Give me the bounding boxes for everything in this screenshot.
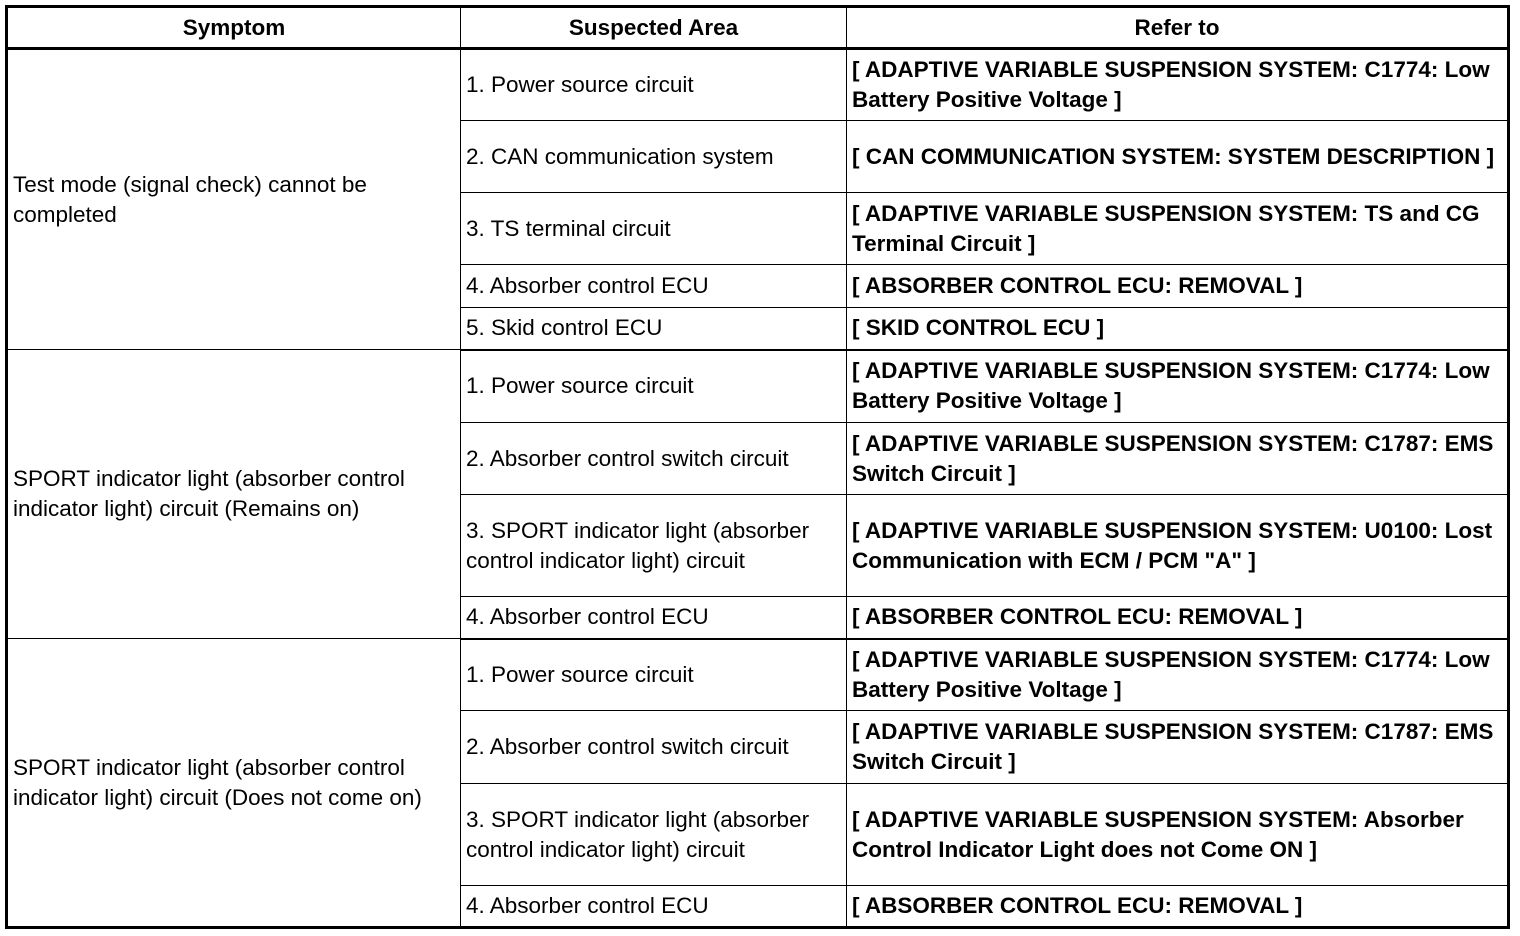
- suspected-area-cell: 2. Absorber control switch circuit: [461, 423, 847, 495]
- suspected-area-cell: 3. SPORT indicator light (absorber control indicator light) circuit: [461, 495, 847, 597]
- refer-to-link[interactable]: [ CAN COMMUNICATION SYSTEM: SYSTEM DESCRIPTION ]: [847, 121, 1509, 193]
- suspected-area-cell: 2. CAN communication system: [461, 121, 847, 193]
- refer-to-link[interactable]: [ ABSORBER CONTROL ECU: REMOVAL ]: [847, 597, 1509, 639]
- suspected-area-cell: 5. Skid control ECU: [461, 308, 847, 350]
- suspected-area-cell: 4. Absorber control ECU: [461, 597, 847, 639]
- table-body: [7, 49, 1509, 928]
- suspected-area-cell: 3. SPORT indicator light (absorber control indicator light) circuit: [461, 784, 847, 886]
- refer-to-link[interactable]: [ ABSORBER CONTROL ECU: REMOVAL ]: [847, 886, 1509, 928]
- suspected-area-cell: 3. TS terminal circuit: [461, 193, 847, 265]
- symptom-table: [5, 5, 1510, 929]
- header-refer-to: Refer to: [847, 7, 1509, 49]
- suspected-area-cell: 2. Absorber control switch circuit: [461, 711, 847, 784]
- refer-to-link[interactable]: [ ADAPTIVE VARIABLE SUSPENSION SYSTEM: C1787: EMS Switch Circuit ]: [847, 423, 1509, 495]
- symptom-cell: Test mode (signal check) cannot be completed: [7, 49, 461, 350]
- table-row: [7, 639, 1509, 711]
- suspected-area-cell: 4. Absorber control ECU: [461, 886, 847, 928]
- refer-to-link[interactable]: [ ADAPTIVE VARIABLE SUSPENSION SYSTEM: U0100: Lost Communication with ECM / PCM "A" ]: [847, 495, 1509, 597]
- header-symptom: Symptom: [7, 7, 461, 49]
- table-row: [7, 49, 1509, 121]
- table-row: [7, 350, 1509, 423]
- symptom-cell: SPORT indicator light (absorber control indicator light) circuit (Does not come on): [7, 639, 461, 928]
- refer-to-link[interactable]: [ ADAPTIVE VARIABLE SUSPENSION SYSTEM: C1774: Low Battery Positive Voltage ]: [847, 49, 1509, 121]
- refer-to-link[interactable]: [ ADAPTIVE VARIABLE SUSPENSION SYSTEM: C1787: EMS Switch Circuit ]: [847, 711, 1509, 784]
- refer-to-link[interactable]: [ ABSORBER CONTROL ECU: REMOVAL ]: [847, 265, 1509, 308]
- suspected-area-cell: 1. Power source circuit: [461, 49, 847, 121]
- refer-to-link[interactable]: [ ADAPTIVE VARIABLE SUSPENSION SYSTEM: C1774: Low Battery Positive Voltage ]: [847, 350, 1509, 423]
- suspected-area-cell: 4. Absorber control ECU: [461, 265, 847, 308]
- refer-to-link[interactable]: [ ADAPTIVE VARIABLE SUSPENSION SYSTEM: Absorber Control Indicator Light does not Come ON ]: [847, 784, 1509, 886]
- refer-to-link[interactable]: [ SKID CONTROL ECU ]: [847, 308, 1509, 350]
- suspected-area-cell: 1. Power source circuit: [461, 639, 847, 711]
- refer-to-link[interactable]: [ ADAPTIVE VARIABLE SUSPENSION SYSTEM: C1774: Low Battery Positive Voltage ]: [847, 639, 1509, 711]
- header-suspected-area: Suspected Area: [461, 7, 847, 49]
- header-row: [7, 7, 1509, 49]
- refer-to-link[interactable]: [ ADAPTIVE VARIABLE SUSPENSION SYSTEM: TS and CG Terminal Circuit ]: [847, 193, 1509, 265]
- symptom-cell: SPORT indicator light (absorber control indicator light) circuit (Remains on): [7, 350, 461, 639]
- suspected-area-cell: 1. Power source circuit: [461, 350, 847, 423]
